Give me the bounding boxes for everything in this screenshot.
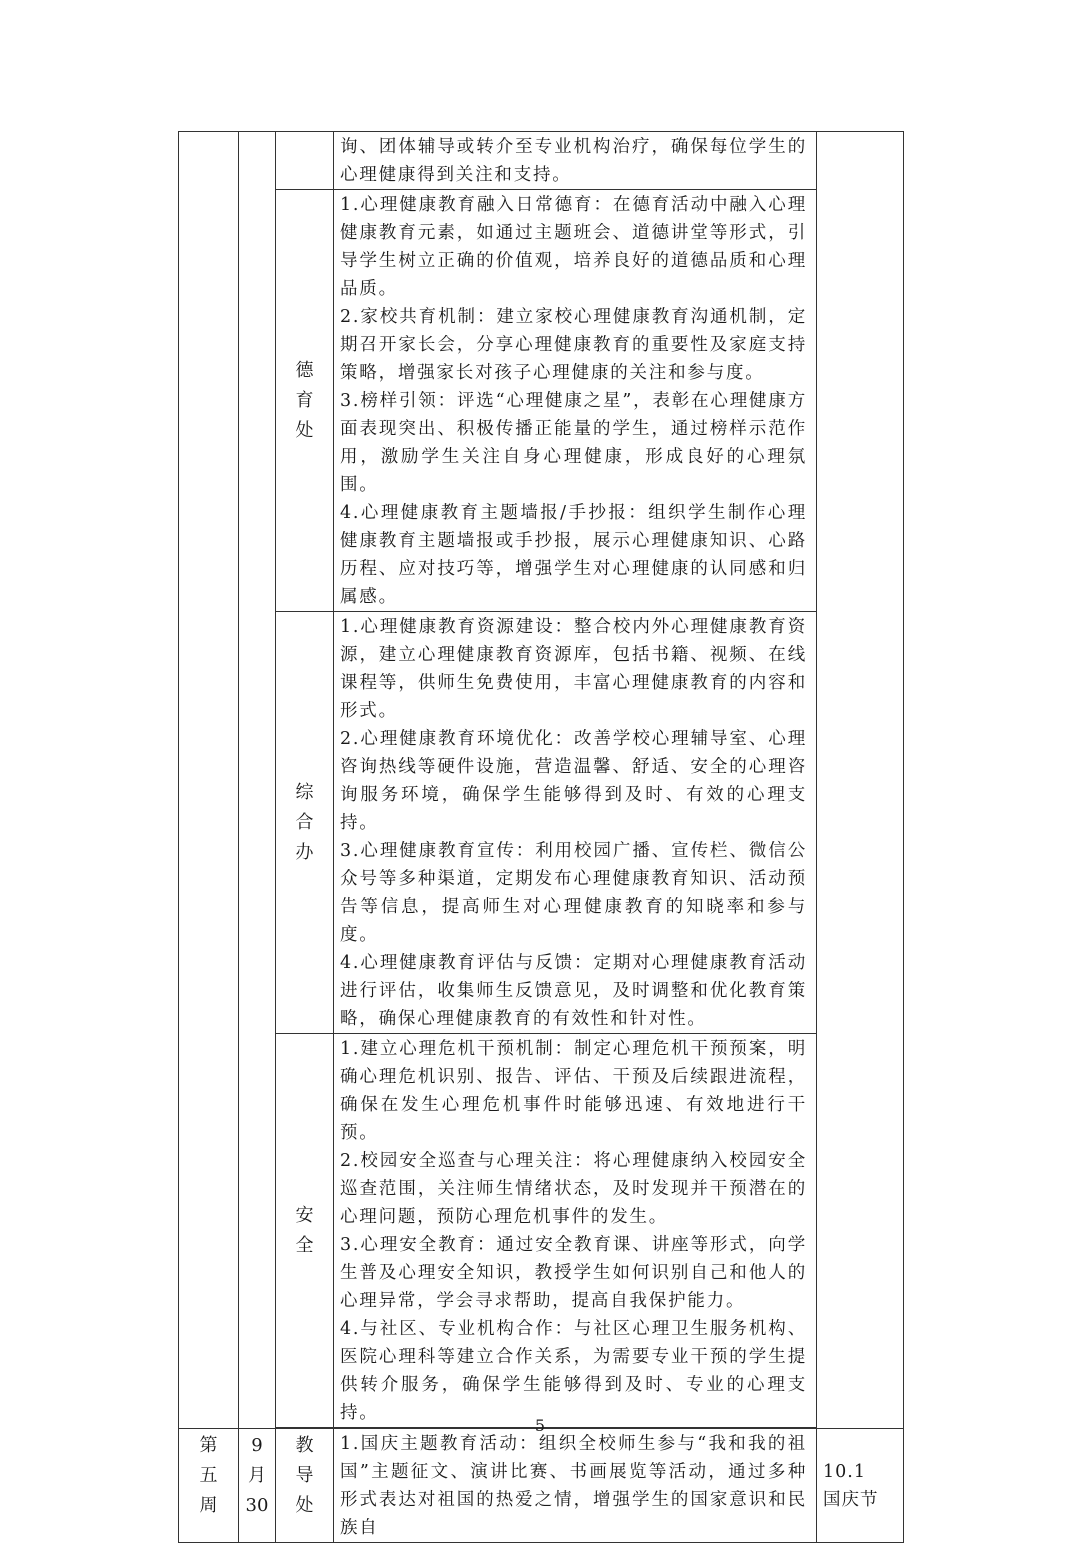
dept-char: 育 bbox=[295, 389, 314, 411]
dept-char: 安 bbox=[295, 1204, 314, 1226]
dept-cell bbox=[276, 1429, 334, 1543]
week-cell-empty bbox=[179, 132, 239, 1429]
content-paragraph: 2.校园安全巡查与心理关注：将心理健康纳入校园安全巡查范围，关注师生情绪状态，及时发现并干预潜在的心理问题，预防心理危机事件的发生。 bbox=[340, 1151, 807, 1227]
content-paragraph: 4.与社区、专业机构合作：与社区心理卫生服务机构、医院心理科等建立合作关系，为需要专业干预的学生提供转介服务，确保学生能够得到及时、专业的心理支持。 bbox=[340, 1319, 807, 1423]
dept-char: 导 bbox=[295, 1465, 314, 1486]
dept-cell bbox=[276, 1034, 334, 1428]
table-row bbox=[179, 1429, 904, 1543]
note-cell-empty bbox=[817, 132, 904, 1429]
table-row bbox=[179, 132, 904, 190]
dept-char: 办 bbox=[295, 841, 314, 863]
content-paragraph: 2.心理健康教育环境优化：改善学校心理辅导室、心理咨询热线等硬件设施，营造温馨、舒适、安全的心理咨询服务环境，确保学生能够得到及时、有效的心理支持。 bbox=[340, 729, 807, 833]
content-paragraph: 4.心理健康教育主题墙报/手抄报：组织学生制作心理健康教育主题墙报或手抄报，展示心理健康知识、心路历程、应对技巧等，增强学生对心理健康的认同感和归属感。 bbox=[340, 503, 807, 607]
page-number: 5 bbox=[534, 1416, 546, 1435]
dept-char: 合 bbox=[295, 811, 314, 833]
content-paragraph: 询、团体辅导或转介至专业机构治疗，确保每位学生的心理健康得到关注和支持。 bbox=[340, 137, 807, 185]
table-row bbox=[179, 612, 904, 1034]
week-char: 五 bbox=[199, 1465, 218, 1486]
dept-cell bbox=[276, 190, 334, 612]
date-char: 月 bbox=[248, 1465, 266, 1486]
week-char: 周 bbox=[199, 1495, 218, 1516]
content-paragraph: 3.心理安全教育：通过安全教育课、讲座等形式，向学生普及心理安全知识，教授学生如何识别自己和他人的心理异常，学会寻求帮助，提高自我保护能力。 bbox=[340, 1235, 807, 1311]
content-paragraph: 1.心理健康教育融入日常德育：在德育活动中融入心理健康教育元素，如通过主题班会、道德讲堂等形式，引导学生树立正确的价值观，培养良好的道德品质和心理品质。 bbox=[340, 195, 807, 299]
week-char: 第 bbox=[199, 1435, 218, 1456]
dept-char: 综 bbox=[295, 781, 314, 803]
table-row bbox=[179, 1034, 904, 1428]
dept-char: 德 bbox=[295, 359, 314, 381]
content-cell bbox=[334, 190, 817, 612]
date-cell-empty bbox=[239, 132, 276, 1429]
content-paragraph: 3.心理健康教育宣传：利用校园广播、宣传栏、微信公众号等多种渠道，定期发布心理健康教育知识、活动预告等信息，提高师生对心理健康教育的知晓率和参与度。 bbox=[340, 841, 807, 945]
content-paragraph: 1.国庆主题教育活动：组织全校师生参与“我和我的祖国”主题征文、演讲比赛、书画展览等活动，通过多种形式表达对祖国的热爱之情，增强学生的国家意识和民族自 bbox=[340, 1434, 807, 1538]
dept-char: 处 bbox=[295, 1495, 314, 1516]
dept-cell bbox=[276, 612, 334, 1034]
date-char: 30 bbox=[245, 1495, 269, 1516]
date-char: 9 bbox=[251, 1435, 263, 1456]
content-paragraph: 1.建立心理危机干预机制：制定心理危机干预预案，明确心理危机识别、报告、评估、干预及后续跟进流程，确保在发生心理危机事件时能够迅速、有效地进行干预。 bbox=[340, 1039, 807, 1143]
dept-char: 教 bbox=[295, 1435, 314, 1456]
content-paragraph: 4.心理健康教育评估与反馈：定期对心理健康教育活动进行评估，收集师生反馈意见，及时调整和优化教育策略，确保心理健康教育的有效性和针对性。 bbox=[340, 953, 807, 1029]
dept-char: 全 bbox=[295, 1234, 314, 1256]
table-row bbox=[179, 190, 904, 612]
note-text: 10.1 国庆节 bbox=[823, 1461, 885, 1510]
schedule-table bbox=[178, 131, 904, 1543]
content-cell bbox=[334, 132, 817, 190]
content-paragraph: 1.心理健康教育资源建设：整合校内外心理健康教育资源，建立心理健康教育资源库，包括书籍、视频、在线课程等，供师生免费使用，丰富心理健康教育的内容和形式。 bbox=[340, 617, 807, 721]
content-paragraph: 3.榜样引领：评选“心理健康之星”，表彰在心理健康方面表现突出、积极传播正能量的学生，通过榜样示范作用，激励学生关注自身心理健康，形成良好的心理氛围。 bbox=[340, 391, 807, 495]
dept-char: 处 bbox=[295, 419, 314, 441]
dept-cell-empty bbox=[276, 132, 334, 190]
content-cell bbox=[334, 1034, 817, 1428]
date-cell bbox=[239, 1429, 276, 1543]
content-cell bbox=[334, 1429, 817, 1543]
content-cell bbox=[334, 612, 817, 1034]
note-cell bbox=[817, 1429, 904, 1543]
content-paragraph: 2.家校共育机制：建立家校心理健康教育沟通机制，定期召开家长会，分享心理健康教育的重要性及家庭支持策略，增强家长对孩子心理健康的关注和参与度。 bbox=[340, 307, 807, 383]
week-cell bbox=[179, 1429, 239, 1543]
